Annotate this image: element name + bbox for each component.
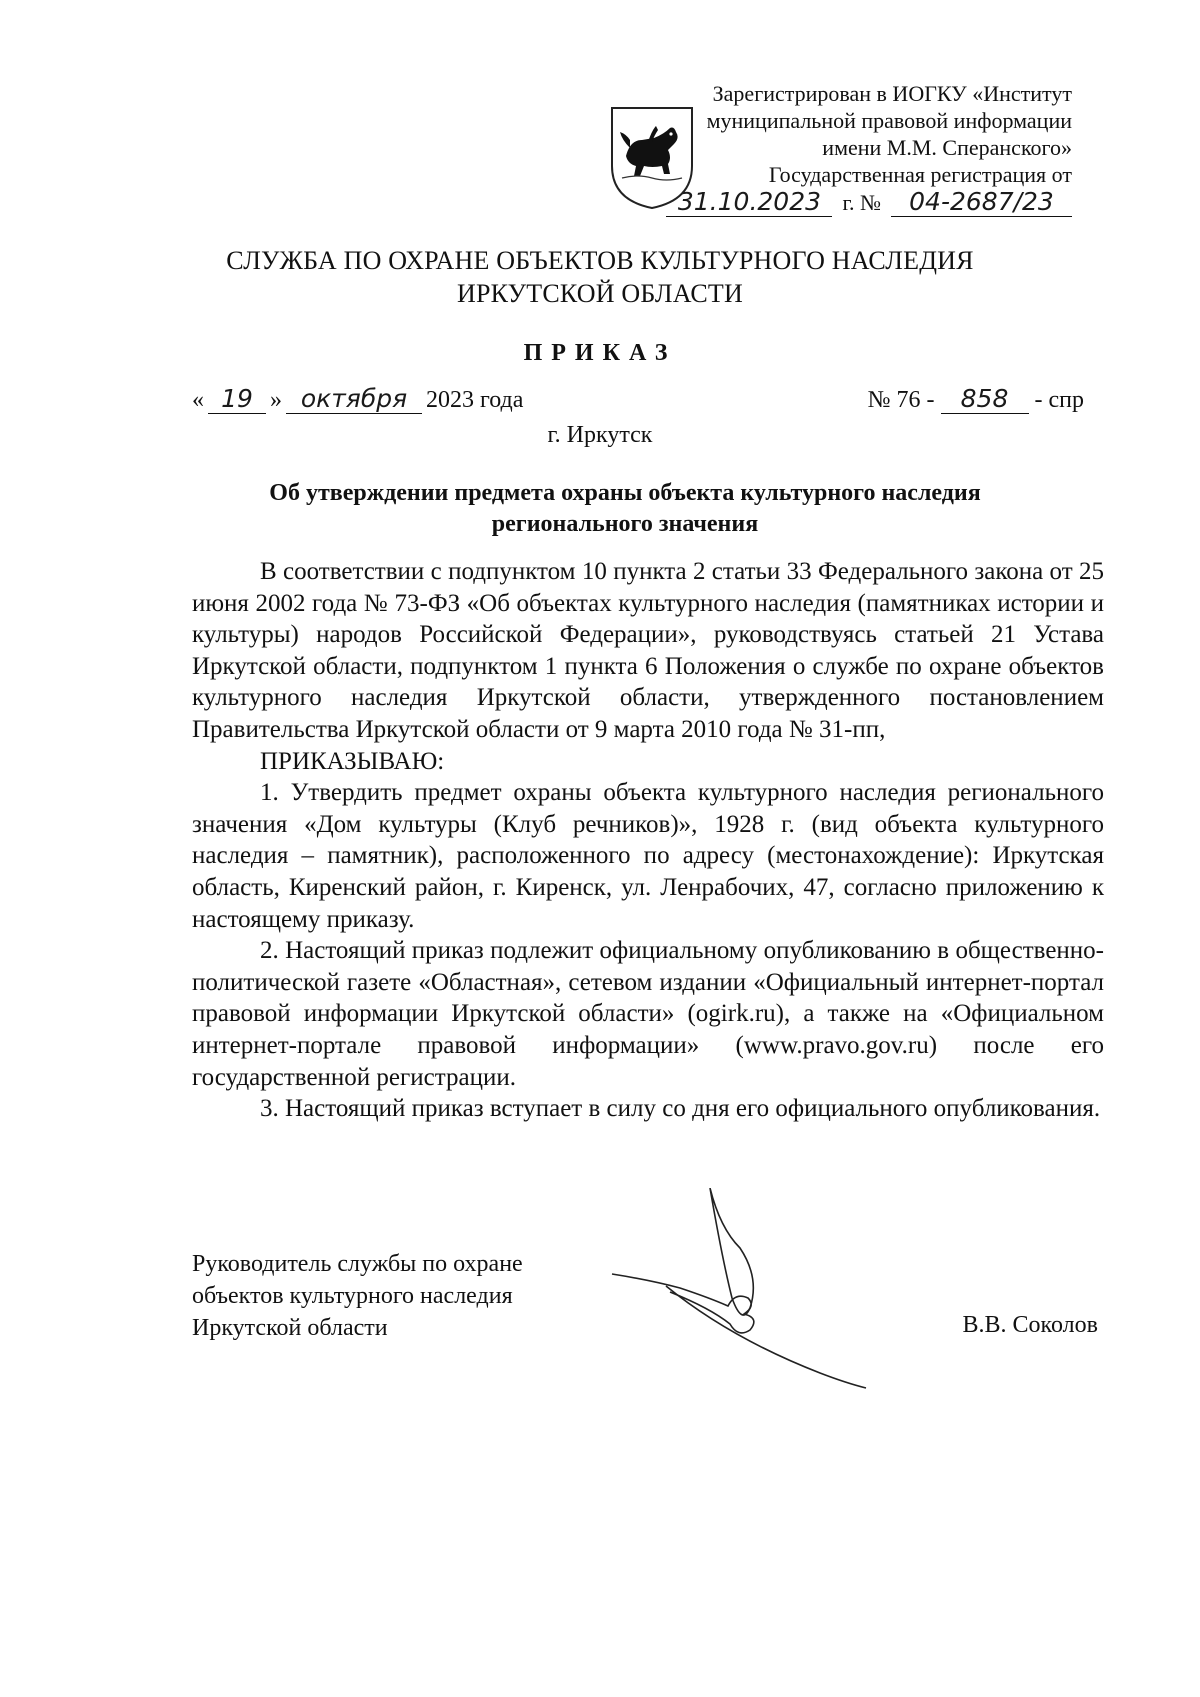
- registration-line-3: имени М.М. Сперанского»: [822, 135, 1072, 160]
- registration-date-handwritten: 31.10.2023: [666, 188, 832, 217]
- city: г. Иркутск: [547, 422, 653, 448]
- order-item-2: 2. Настоящий приказ подлежит официальному опубликованию в общественно-политической газете «Областная», сетевом издании «Официальный интернет-портал правовой информации Иркутской области» (ogirk.ru), а также на «Официальном интернет-портале правовой информации» (www.pravo.gov.ru) после его государственной регистрации.: [192, 937, 1104, 1091]
- organization-name: [0, 244, 1200, 310]
- number-suffix: - спр: [1034, 387, 1084, 413]
- position-line-2: объектов культурного наследия: [192, 1283, 513, 1309]
- date-open-quote: «: [192, 387, 204, 413]
- date-close-quote: »: [270, 387, 282, 413]
- title-line-1: Об утверждении предмета охраны объекта культурного наследия: [269, 480, 981, 506]
- registration-line-1: Зарегистрирован в ИОГКУ «Институт: [712, 81, 1072, 106]
- registration-line-4: Государственная регистрация от: [768, 162, 1072, 187]
- date-year: 2023 года: [426, 387, 524, 413]
- title-line-2: регионального значения: [491, 511, 759, 537]
- date-day-handwritten: 19: [208, 385, 266, 414]
- order-item-1: 1. Утвердить предмет охраны объекта культурного наследия регионального значения «Дом культуры (Клуб речников)», 1928 г. (вид объекта культурного наследия – памятник), расположенного по адресу (местонахождение): Иркутская область, Киренский район, г. Киренск, ул. Ленрабочих, 47, согласно приложению к настоящему приказу.: [192, 779, 1104, 933]
- order-date: [192, 385, 523, 414]
- registration-line-2: муниципальной правовой информации: [706, 108, 1072, 133]
- order-item-3: 3. Настоящий приказ вступает в силу со дня его официального опубликования.: [260, 1095, 1101, 1123]
- organization-line-1: СЛУЖБА ПО ОХРАНЕ ОБЪЕКТОВ КУЛЬТУРНОГО НАСЛЕДИЯ: [226, 246, 974, 275]
- document-body: [192, 556, 1104, 1125]
- position-line-1: Руководитель службы по охране: [192, 1251, 523, 1277]
- registration-number-prefix: г. №: [842, 190, 881, 215]
- order-number: [868, 385, 1084, 414]
- organization-line-2: ИРКУТСКОЙ ОБЛАСТИ: [456, 279, 743, 308]
- handwritten-signature: [610, 1188, 890, 1393]
- number-handwritten: 858: [941, 385, 1029, 414]
- document-title: [190, 478, 1060, 540]
- order-keyword: ПРИКАЗЫВАЮ:: [260, 747, 445, 775]
- signatory-position: [192, 1248, 523, 1344]
- preamble-paragraph: В соответствии с подпунктом 10 пункта 2 статьи 33 Федерального закона от 25 июня 2002 года № 73-ФЗ «Об объектах культурного наследия (памятниках истории и культуры) народов Российской Федерации», руководствуясь статьей 21 Устава Иркутской области, подпунктом 1 пункта 6 Положения о службе по охране объектов культурного наследия Иркутской области, утвержденного постановлением Правительства Иркутской области от 9 марта 2010 года № 31-пп,: [192, 558, 1104, 743]
- date-month-handwritten: октября: [286, 385, 422, 414]
- position-line-3: Иркутской области: [192, 1315, 388, 1341]
- registration-number-handwritten: 04-2687/23: [891, 188, 1072, 217]
- sable-coat-of-arms-icon: [608, 104, 696, 212]
- document-type: ПРИКАЗ: [523, 340, 677, 366]
- signatory-name: В.В. Соколов: [962, 1312, 1098, 1338]
- number-prefix: № 76 -: [867, 387, 935, 413]
